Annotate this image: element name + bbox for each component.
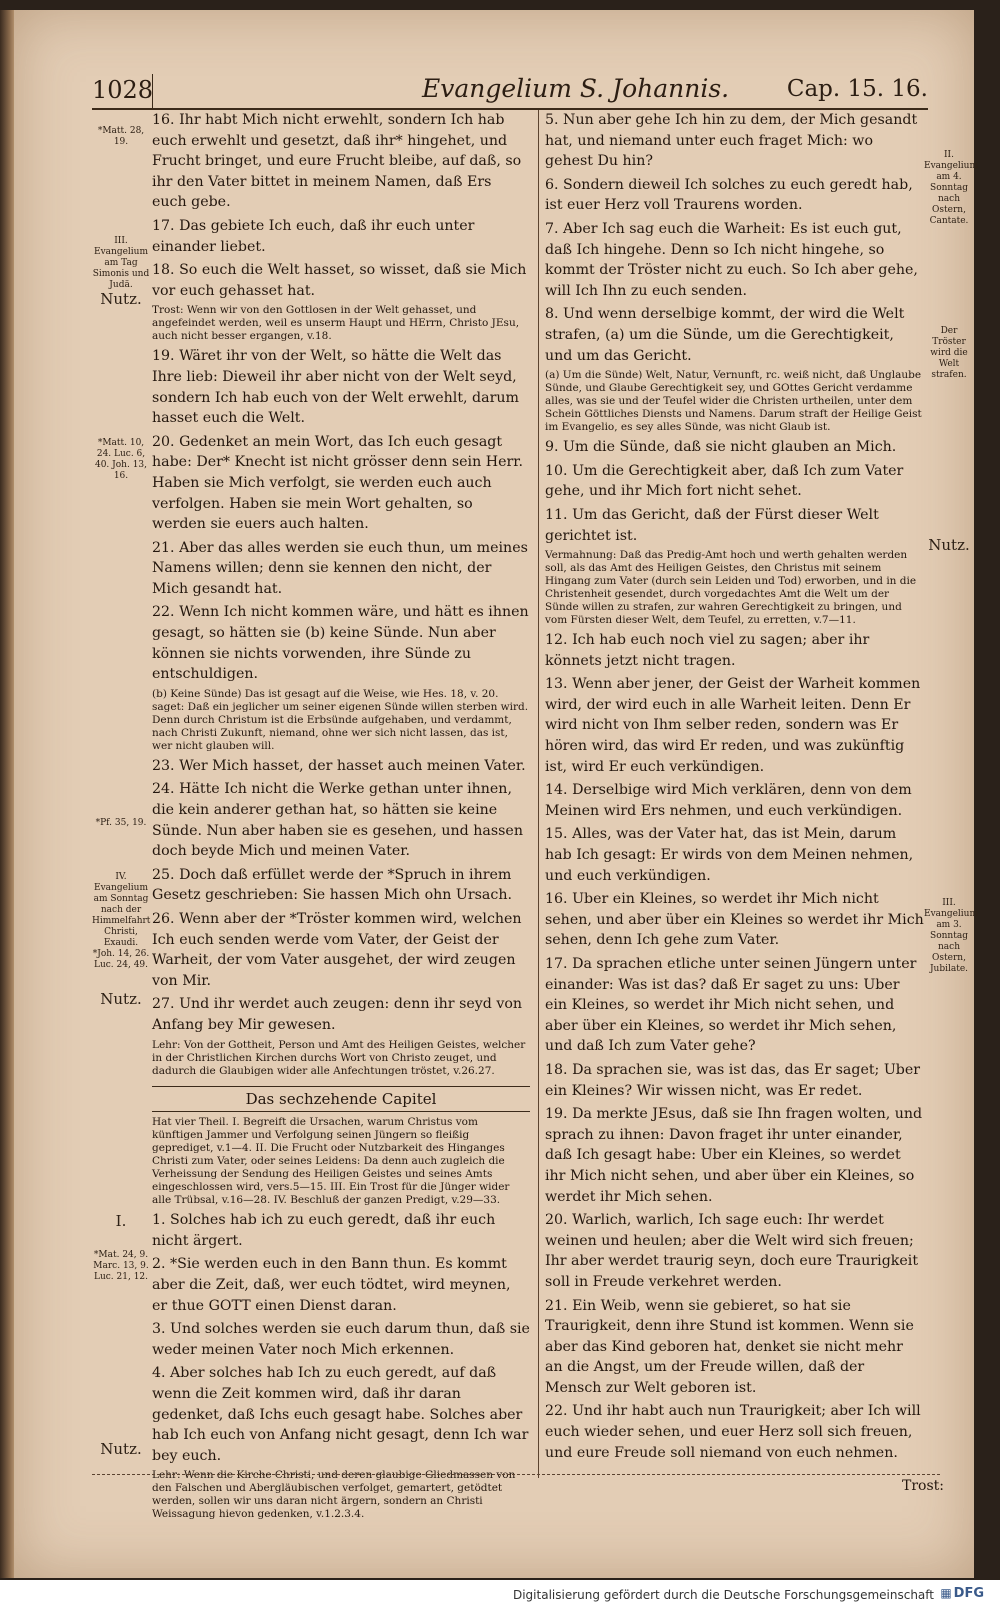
verse: 2. *Sie werden euch in den Bann thun. Es kommt aber die Zeit, daß, wer euch tödtet, wird meynen, er thue GOTT einen Dienst daran. <box>152 1256 511 1314</box>
footnote-b: (b) Keine Sünde) Das ist gesagt auf die Weise, wie Hes. 18, v. 20. saget: Daß ein jeglicher um seiner eigenen Sünde willen sterben wird. Denn durch Christum ist die Erbsünde aufgehaben, und verdammt, nach Christi Zukunft, niemand, ohne wer sich nicht lassen, das ist, wer nicht glauben will. <box>152 687 529 752</box>
margin-nutz: Nutz. <box>100 1440 142 1458</box>
verse: 12. Ich hab euch noch viel zu sagen; aber ihr könnets jetzt nicht tragen. <box>545 632 870 669</box>
dfg-icon: ▦ <box>940 1586 952 1600</box>
margin-note: Der Tröster wird die Welt strafen. <box>930 326 968 380</box>
verse: 3. Und solches werden sie euch darum thun, daß sie weder meinen Vater noch Mich erkennen. <box>152 1321 530 1358</box>
margin-note: *Pf. 35, 19. <box>95 818 147 828</box>
verse: 22. Und ihr habt auch nun Traurigkeit; aber Ich will euch wieder sehen, und euer Herz soll sich freuen, und eure Freude soll niemand von euch nehmen. <box>545 1403 921 1461</box>
dfg-label: DFG <box>953 1586 984 1601</box>
verse: 16. Ihr habt Mich nicht erwehlt, sondern Ich hab euch erwehlt und gesetzt, daß ihr* hingehet, und Frucht bringet, und eure Frucht bleibe, auf daß, so ihr den Vater bittet in meinem Namen, daß Ers euch gebe. <box>152 112 522 211</box>
verse: 10. Um die Gerechtigkeit aber, daß Ich zum Vater gehe, und ihr Mich fort nicht sehet. <box>545 462 904 500</box>
footer-text: Digitalisierung gefördert durch die Deutsche Forschungsgemeinschaft <box>512 1588 934 1602</box>
verse: 20. Gedenket an mein Wort, das Ich euch gesagt habe: Der* Knecht ist nicht grösser denn sein Herr. Haben sie Mich verfolgt, sie werden euch auch verfolgen. Haben sie mein Wort gehalten, so werden sie euers auch halten. <box>152 433 524 533</box>
page-title: Evangelium S. Johannis. <box>422 74 730 103</box>
verse: 19. Wäret ihr von der Welt, so hätte die Welt das Ihre lieb: Dieweil ihr aber nicht von der Welt seyd, sondern Ich hab euch von der Welt erwehlt, darum hasset euch die Welt. <box>152 348 519 427</box>
margin-note: II. Evangelium am 4. Sonntag nach Ostern, Cantate. <box>924 150 978 226</box>
digitization-footer <box>0 1580 1000 1609</box>
verse: 26. Wenn aber der *Tröster kommen wird, welchen Ich euch senden werde vom Vater, der Geist der Warheit, der vom Vater ausgehet, der wird zeugen von Mir. <box>152 911 522 989</box>
verse: 14. Derselbige wird Mich verklären, denn von dem Meinen wird Ers nehmen, und euch verkündigen. <box>545 782 912 819</box>
chapter-ref: Cap. 15. 16. <box>786 76 928 102</box>
vermahnung-note: Vermahnung: Daß das Predig-Amt hoch und werth gehalten werden soll, als das Amt des Heiligen Geistes, den Christus mit seinem Hingang zum Vater (durch sein Leiden und Tod) erworben, und in die Christenheit gesendet, durch vorgedachtes Amt die Welt um der Sünde willen zu strafen, zur wahren Gerechtigkeit zu bringen, und vom Fürsten dieser Welt, dem Teufel, zu erretten, v.7—11. <box>545 549 917 627</box>
left-column <box>152 110 530 1524</box>
verse: 20. Warlich, warlich, Ich sage euch: Ihr werdet weinen und heulen; aber die Welt wird sich freuen; Ihr aber werdet traurig seyn, doch eure Traurigkeit soll in Freude verkehret werden. <box>545 1212 919 1290</box>
verse: 18. Da sprachen sie, was ist das, das Er saget; Uber ein Kleines? Wir wissen nicht, was Er redet. <box>545 1061 921 1099</box>
margin-note: *Matt. 28, 19. <box>97 126 145 147</box>
verse: 21. Ein Weib, wenn sie gebieret, so hat sie Traurigkeit, denn ihre Stund ist kommen. Wenn sie aber das Kind geboren hat, denket sie nicht mehr an die Angst, um der Freude willen, daß der Mensch zur Welt geboren ist. <box>545 1297 914 1396</box>
verse: 21. Aber das alles werden sie euch thun, um meines Namens willen; denn sie kennen den nicht, der Mich gesandt hat. <box>152 539 528 597</box>
lehr-note: Lehr: Von der Gottheit, Person und Amt des Heiligen Geistes, welcher in der Christlichen Kirchen durchs Wort von Christo zeuget, und dadurch die Glaubigen wider alle Anfechtungen tröstet, v.26.27. <box>152 1038 526 1077</box>
margin-note: III. Evangelium am Tag Simonis und Judä. <box>92 236 150 290</box>
verse: 9. Um die Sünde, daß sie nicht glauben an Mich. <box>545 439 897 456</box>
dfg-logo <box>940 1586 984 1601</box>
chapter-heading: Das sechzehende Capitel <box>152 1086 530 1113</box>
verse: 23. Wer Mich hasset, der hasset auch meinen Vater. <box>152 757 526 774</box>
verse: 6. Sondern dieweil Ich solches zu euch geredt hab, ist euer Herz voll Traurens worden. <box>545 176 913 214</box>
header-rule <box>152 74 153 110</box>
margin-numeral: I. <box>115 1212 127 1230</box>
verse: 7. Aber Ich sag euch die Warheit: Es ist euch gut, daß Ich hingehe. Denn so Ich nicht hingehe, so kommt der Tröster nicht zu euch. So Ich aber gehe, will Ich Ihn zu euch senden. <box>545 220 918 299</box>
running-header <box>92 74 928 110</box>
verse: 11. Um das Gericht, daß der Fürst dieser Welt gerichtet ist. <box>545 506 879 544</box>
verse: 8. Und wenn derselbige kommt, der wird die Welt strafen, (a) um die Sünde, um die Gerechtigkeit, und um das Gericht. <box>545 306 905 364</box>
trost-note: Trost: Wenn wir von den Gottlosen in der Welt gehasset, und angefeindet werden, weil es unserm Haupt und HErrn, Christo JEsu, auch nicht besser ergangen, v.18. <box>152 304 520 343</box>
verse: 27. Und ihr werdet auch zeugen: denn ihr seyd von Anfang bey Mir gewesen. <box>152 996 523 1033</box>
margin-note: *Mat. 24, 9. Marc. 13, 9. Luc. 21, 12. <box>93 1250 149 1282</box>
verse: 17. Das gebiete Ich euch, daß ihr euch unter einander liebet. <box>152 217 475 255</box>
margin-note: III. Evangelium am 3. Sonntag nach Ostern, Jubilate. <box>924 898 978 974</box>
verse: 15. Alles, was der Vater hat, das ist Mein, darum hab Ich gesagt: Er wirds von dem Meinen nehmen, und euch verkündigen. <box>545 826 914 884</box>
verse: 13. Wenn aber jener, der Geist der Warheit kommen wird, der wird euch in alle Warheit leiten. Denn Er wird nicht von Ihm selber reden, sondern was Er hören wird, das wird Er reden, und was zukünftig ist, wird Er euch verkündigen. <box>545 676 921 775</box>
page-number: 1028 <box>92 76 154 104</box>
verse: 17. Da sprachen etliche unter seinen Jüngern unter einander: Was ist das? daß Er saget zu uns: Uber ein Kleines, so werdet ihr Mich nicht sehen, und aber über ein Kleines, so werdet ihr Mich sehen, und daß Ich zum Vater gehe? <box>545 956 917 1055</box>
footnote-a: (a) Um die Sünde) Welt, Natur, Vernunft, rc. weiß nicht, daß Unglaube Sünde, und Glaube Gerechtigkeit sey, und GOttes Gericht verdamme alles, was sie und der Teufel wider die Christen urtheilen, unter dem Schein Göttliches Diensts und Namens. Darum straft der Heilige Geist im Evangelio, es sey alles Sünde, was nicht Glaub ist. <box>545 369 922 434</box>
margin-nutz: Nutz. <box>928 536 970 554</box>
chapter-summary: Hat vier Theil. I. Begreift die Ursachen, warum Christus vom künftigen Jammer und Verfolgung seinen Jüngern so fleißig geprediget, v.1—4. II. Die Frucht oder Nutzbarkeit des Hinganges Christi zum Vater, oder seines Leidens: Da denn auch zugleich die Verheissung der Sendung des Heiligen Geistes und seines Amts eingeschlossen wird, vers.5—15. III. Ein Trost für die Jünger wider alle Trübsal, v.16—28. IV. Beschluß der ganzen Predigt, v.29—33. <box>152 1116 510 1207</box>
verse: 4. Aber solches hab Ich zu euch geredt, auf daß wenn die Zeit kommen wird, daß ihr daran gedenket, daß Ichs euch gesagt habe. Solches aber hab Ich euch von Anfang nicht gesagt, denn Ich war bey euch. <box>152 1365 529 1464</box>
margin-nutz: Nutz. <box>100 990 142 1008</box>
margin-nutz: Nutz. <box>100 290 142 308</box>
verse: 22. Wenn Ich nicht kommen wäre, und hätt es ihnen gesagt, so hätten sie (b) keine Sünde. Nun aber können sie nichts vorwenden, ihre Sünde zu entschuldigen. <box>152 604 529 683</box>
column-divider <box>538 110 539 1478</box>
verse: 1. Solches hab ich zu euch geredt, daß ihr euch nicht ärgert. <box>152 1212 496 1249</box>
margin-note: IV. Evangelium am Sonntag nach der Himmelfahrt Christi, Exaudi. *Joh. 14, 26. Luc. 24, 49. <box>92 872 151 970</box>
verse: 24. Hätte Ich nicht die Werke gethan unter ihnen, die kein anderer gethan hat, so hätten sie keine Sünde. Nun aber haben sie es gesehen, und hassen doch beyde Mich und meinen Vater. <box>152 781 523 860</box>
verse: 5. Nun aber gehe Ich hin zu dem, der Mich gesandt hat, und niemand unter euch fraget Mich: wo gehest Du hin? <box>545 112 918 170</box>
right-column <box>545 110 925 1466</box>
verse: 19. Da merkte JEsus, daß sie Ihn fragen wolten, und sprach zu ihnen: Davon fraget ihr unter einander, daß Ich gesagt habe: Uber ein Kleines, so werdet ihr Mich nicht sehen, und aber über ein Kleines, so werdet ihr Mich sehen. <box>545 1106 923 1205</box>
margin-note: *Matt. 10, 24. Luc. 6, 40. Joh. 13, 16. <box>94 438 148 481</box>
verse: 18. So euch die Welt hasset, so wisset, daß sie Mich vor euch gehasset hat. <box>152 262 527 299</box>
catchword: Trost: <box>902 1478 944 1494</box>
verse: 25. Doch daß erfüllet werde der *Spruch in ihrem Gesetz geschrieben: Sie hassen Mich ohn Ursach. <box>152 866 512 904</box>
lehr-note: Lehr: Wenn die Kirche Christi, und deren glaubige Gliedmassen von den Falschen und Abergläubischen verfolget, gemartert, getödtet werden, sollen wir uns daran nicht ärgern, sondern an Christi Weissagung hievon gedenken, v.1.2.3.4. <box>152 1469 516 1521</box>
verse: 16. Uber ein Kleines, so werdet ihr Mich nicht sehen, und aber über ein Kleines so werdet ihr Mich sehen, denn Ich gehe zum Vater. <box>545 891 924 949</box>
footer-rule <box>92 1474 940 1475</box>
